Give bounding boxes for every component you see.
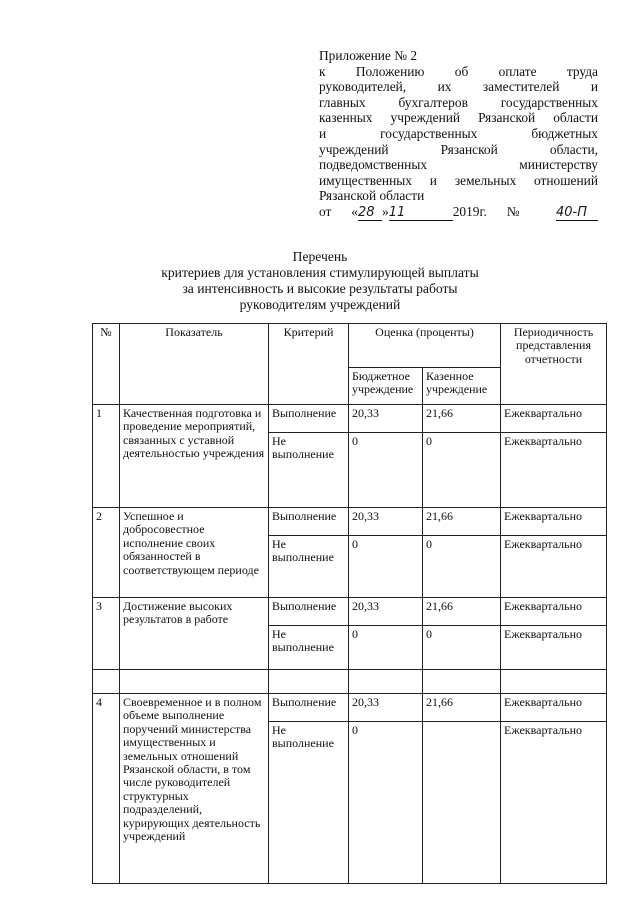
- appendix-line: и государственных бюджетных: [319, 125, 598, 141]
- row-num: 1: [93, 405, 120, 508]
- row-budget: 20,33: [349, 598, 423, 626]
- row-criterion: Выполнение: [269, 598, 349, 626]
- row-num: 2: [93, 508, 120, 598]
- row-treasury: [423, 722, 501, 884]
- appendix-heading: Приложение № 2: [319, 48, 418, 63]
- title-line: Перечень: [292, 249, 348, 264]
- appendix-line: имущественных и земельных отношений: [319, 172, 598, 188]
- row-indicator: Качественная подготовка и проведение мероприятий, связанных с уставной деятельностью учреждения: [120, 405, 269, 508]
- row-criterion: Не выполнение: [269, 626, 349, 670]
- header-num: №: [93, 324, 120, 405]
- row-budget: 0: [349, 722, 423, 884]
- appendix-line: подведомственных министерству: [319, 157, 598, 173]
- table-row: [93, 405, 607, 433]
- header-period: Периодичность представления отчетности: [501, 324, 607, 405]
- row-criterion: Не выполнение: [269, 536, 349, 598]
- appendix-line: Рязанской области: [319, 188, 425, 204]
- row-period: Ежеквартально: [501, 694, 607, 722]
- row-budget: 0: [349, 626, 423, 670]
- table-spacer-row: [93, 670, 607, 694]
- title-line: критериев для установления стимулирующей выплаты: [161, 265, 479, 280]
- row-budget: 0: [349, 536, 423, 598]
- row-treasury: 0: [423, 536, 501, 598]
- date-prefix: от «: [319, 203, 358, 219]
- appendix-line: казенных учреждений Рязанской области: [319, 110, 598, 126]
- title-line: за интенсивность и высокие результаты работы: [182, 281, 458, 296]
- row-indicator: Достижение высоких результатов в работе: [120, 598, 269, 670]
- date-day-handwritten: 28: [358, 207, 382, 221]
- appendix-block: [319, 48, 598, 221]
- spacer-cell: [423, 670, 501, 694]
- date-month-handwritten: 11: [389, 207, 453, 221]
- row-num: 3: [93, 598, 120, 670]
- row-criterion: Выполнение: [269, 694, 349, 722]
- spacer-cell: [501, 670, 607, 694]
- date-year: 2019г. №: [452, 203, 537, 219]
- header-criterion: Критерий: [269, 324, 349, 405]
- row-treasury: 0: [423, 626, 501, 670]
- row-criterion: Не выполнение: [269, 722, 349, 884]
- title-line: руководителям учреждений: [239, 297, 401, 312]
- spacer-cell: [93, 670, 120, 694]
- header-score: Оценка (проценты): [349, 324, 501, 368]
- appendix-line: учреждений Рязанской области,: [319, 141, 598, 157]
- row-period: Ежеквартально: [501, 626, 607, 670]
- row-budget: 0: [349, 433, 423, 508]
- row-period: Ежеквартально: [501, 433, 607, 508]
- row-period: Ежеквартально: [501, 536, 607, 598]
- row-treasury: 21,66: [423, 598, 501, 626]
- table-row: [93, 694, 607, 722]
- row-budget: 20,33: [349, 694, 423, 722]
- row-indicator: Своевременное и в полном объеме выполнение поручений министерства имущественных и земельных отношений Рязанской области, в том числе руководителей структурных подразделений, курирующих деятельность учреждений: [120, 694, 269, 884]
- row-period: Ежеквартально: [501, 598, 607, 626]
- row-treasury: 21,66: [423, 405, 501, 433]
- appendix-line: главных бухгалтеров государственных: [319, 94, 598, 110]
- row-indicator: Успешное и добросовестное исполнение своих обязанностей в соответствующем периоде: [120, 508, 269, 598]
- table-header-row: [93, 324, 607, 368]
- table-row: [93, 598, 607, 626]
- row-budget: 20,33: [349, 508, 423, 536]
- row-num: 4: [93, 694, 120, 884]
- appendix-line: к Положению об оплате труда: [319, 63, 598, 79]
- header-budget: Бюджетное учреждение: [349, 368, 423, 405]
- row-period: Ежеквартально: [501, 722, 607, 884]
- row-treasury: 21,66: [423, 508, 501, 536]
- header-treasury: Казенное учреждение: [423, 368, 501, 405]
- spacer-cell: [349, 670, 423, 694]
- spacer-cell: [269, 670, 349, 694]
- row-treasury: 0: [423, 433, 501, 508]
- spacer-cell: [120, 670, 269, 694]
- row-criterion: Не выполнение: [269, 433, 349, 508]
- row-treasury: 21,66: [423, 694, 501, 722]
- date-mid: »: [381, 203, 389, 219]
- appendix-date-line: [319, 204, 598, 221]
- document-number-handwritten: 40-П: [556, 207, 598, 221]
- row-criterion: Выполнение: [269, 508, 349, 536]
- row-budget: 20,33: [349, 405, 423, 433]
- document-title: [120, 249, 520, 313]
- row-period: Ежеквартально: [501, 405, 607, 433]
- appendix-line: руководителей, их заместителей и: [319, 79, 598, 95]
- header-indicator: Показатель: [120, 324, 269, 405]
- row-period: Ежеквартально: [501, 508, 607, 536]
- criteria-table: [92, 323, 607, 884]
- row-criterion: Выполнение: [269, 405, 349, 433]
- table-row: [93, 508, 607, 536]
